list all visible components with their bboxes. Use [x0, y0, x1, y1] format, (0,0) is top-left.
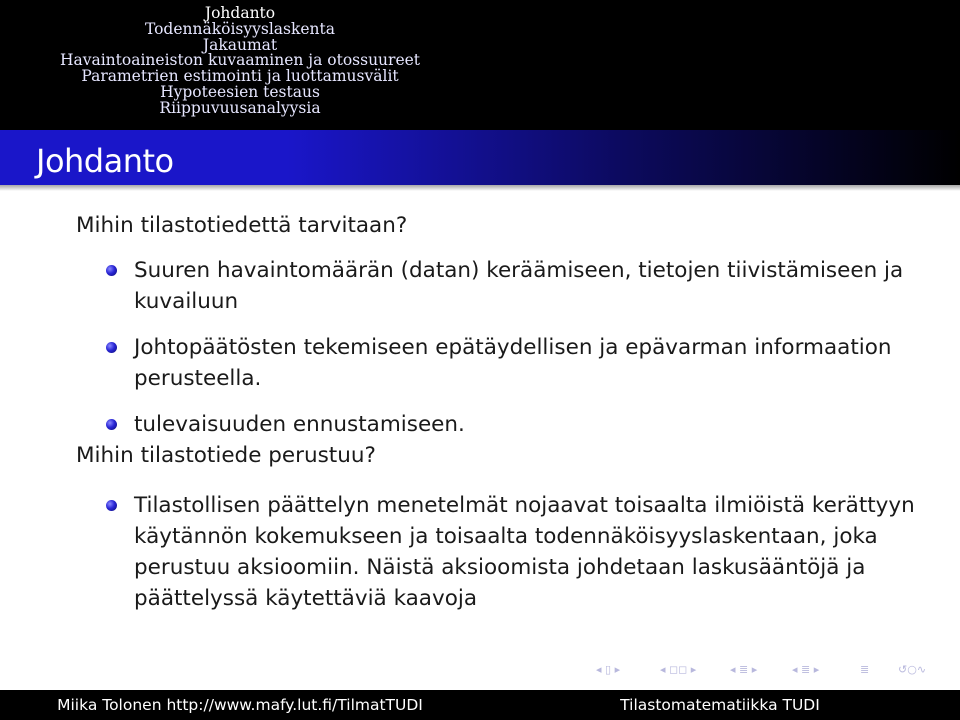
footer-bar [0, 690, 960, 720]
section-link[interactable]: Havaintoaineiston kuvaaminen ja otossuureet [59, 51, 421, 70]
section-link[interactable]: Parametrien estimointi ja luottamusvälit [81, 67, 399, 86]
section-link[interactable]: Riippuvuusanalyysia [159, 98, 321, 117]
bullet-list [76, 490, 936, 614]
list-item [76, 255, 936, 317]
search-icon[interactable]: ↺○∿ [898, 663, 927, 676]
list-item [76, 332, 936, 394]
header-bar [0, 0, 960, 130]
list-item [76, 490, 936, 614]
prev-frame-icon[interactable]: ◂ ◻◻ ▸ [660, 663, 697, 676]
bullet-icon [106, 419, 117, 430]
list-item-text: Suuren havaintomäärän (datan) keräämiseen, tietojen tiivistämiseen ja kuvailuun [134, 258, 904, 314]
list-item-text: Tilastollisen päättelyn menetelmät nojaavat toisaalta ilmiöistä kerättyyn käytännön kokemukseen ja toisaalta todennäköisyyslaskentaan, joka perustuu aksioomiin. Näistä aksioomista johdetaan laskusääntöjä ja päättelyssä käytettäviä kaavoja [134, 493, 915, 611]
section-link[interactable]: Todennäköisyyslaskenta [144, 19, 336, 38]
appendix-icon[interactable]: ≣ [860, 663, 870, 676]
bullet-list [76, 255, 936, 440]
question-heading: Mihin tilastotiede perustuu? [76, 443, 376, 468]
footer-author: Miika Tolonen http://www.mafy.lut.fi/TilmatTUDI [57, 696, 423, 714]
frame-title: Johdanto [36, 142, 174, 180]
bullet-icon [106, 265, 117, 276]
prev-slide-icon[interactable]: ◂ ▯ ▸ [596, 663, 621, 676]
list-item [76, 409, 936, 440]
section-navigation [0, 0, 480, 130]
section-link[interactable]: Hypoteesien testaus [160, 82, 320, 101]
footer-course: Tilastomatematiikka TUDI [620, 696, 820, 714]
prev-section-icon[interactable]: ◂ ≣ ▸ [792, 663, 820, 676]
bullet-icon [106, 500, 117, 511]
navigation-symbols [596, 663, 936, 685]
list-item-text: tulevaisuuden ennustamiseen. [134, 412, 465, 437]
bullet-icon [106, 342, 117, 353]
section-link[interactable]: Jakaumat [202, 35, 278, 54]
section-link[interactable]: Johdanto [204, 4, 276, 22]
title-shadow [0, 185, 960, 191]
list-item-text: Johtopäätösten tekemiseen epätäydellisen ja epävarman informaation perusteella. [134, 335, 892, 391]
question-heading: Mihin tilastotiedettä tarvitaan? [76, 213, 408, 238]
slide-content [76, 210, 936, 614]
frame-title-bar [0, 130, 960, 185]
prev-subsection-icon[interactable]: ◂ ≣ ▸ [730, 663, 758, 676]
